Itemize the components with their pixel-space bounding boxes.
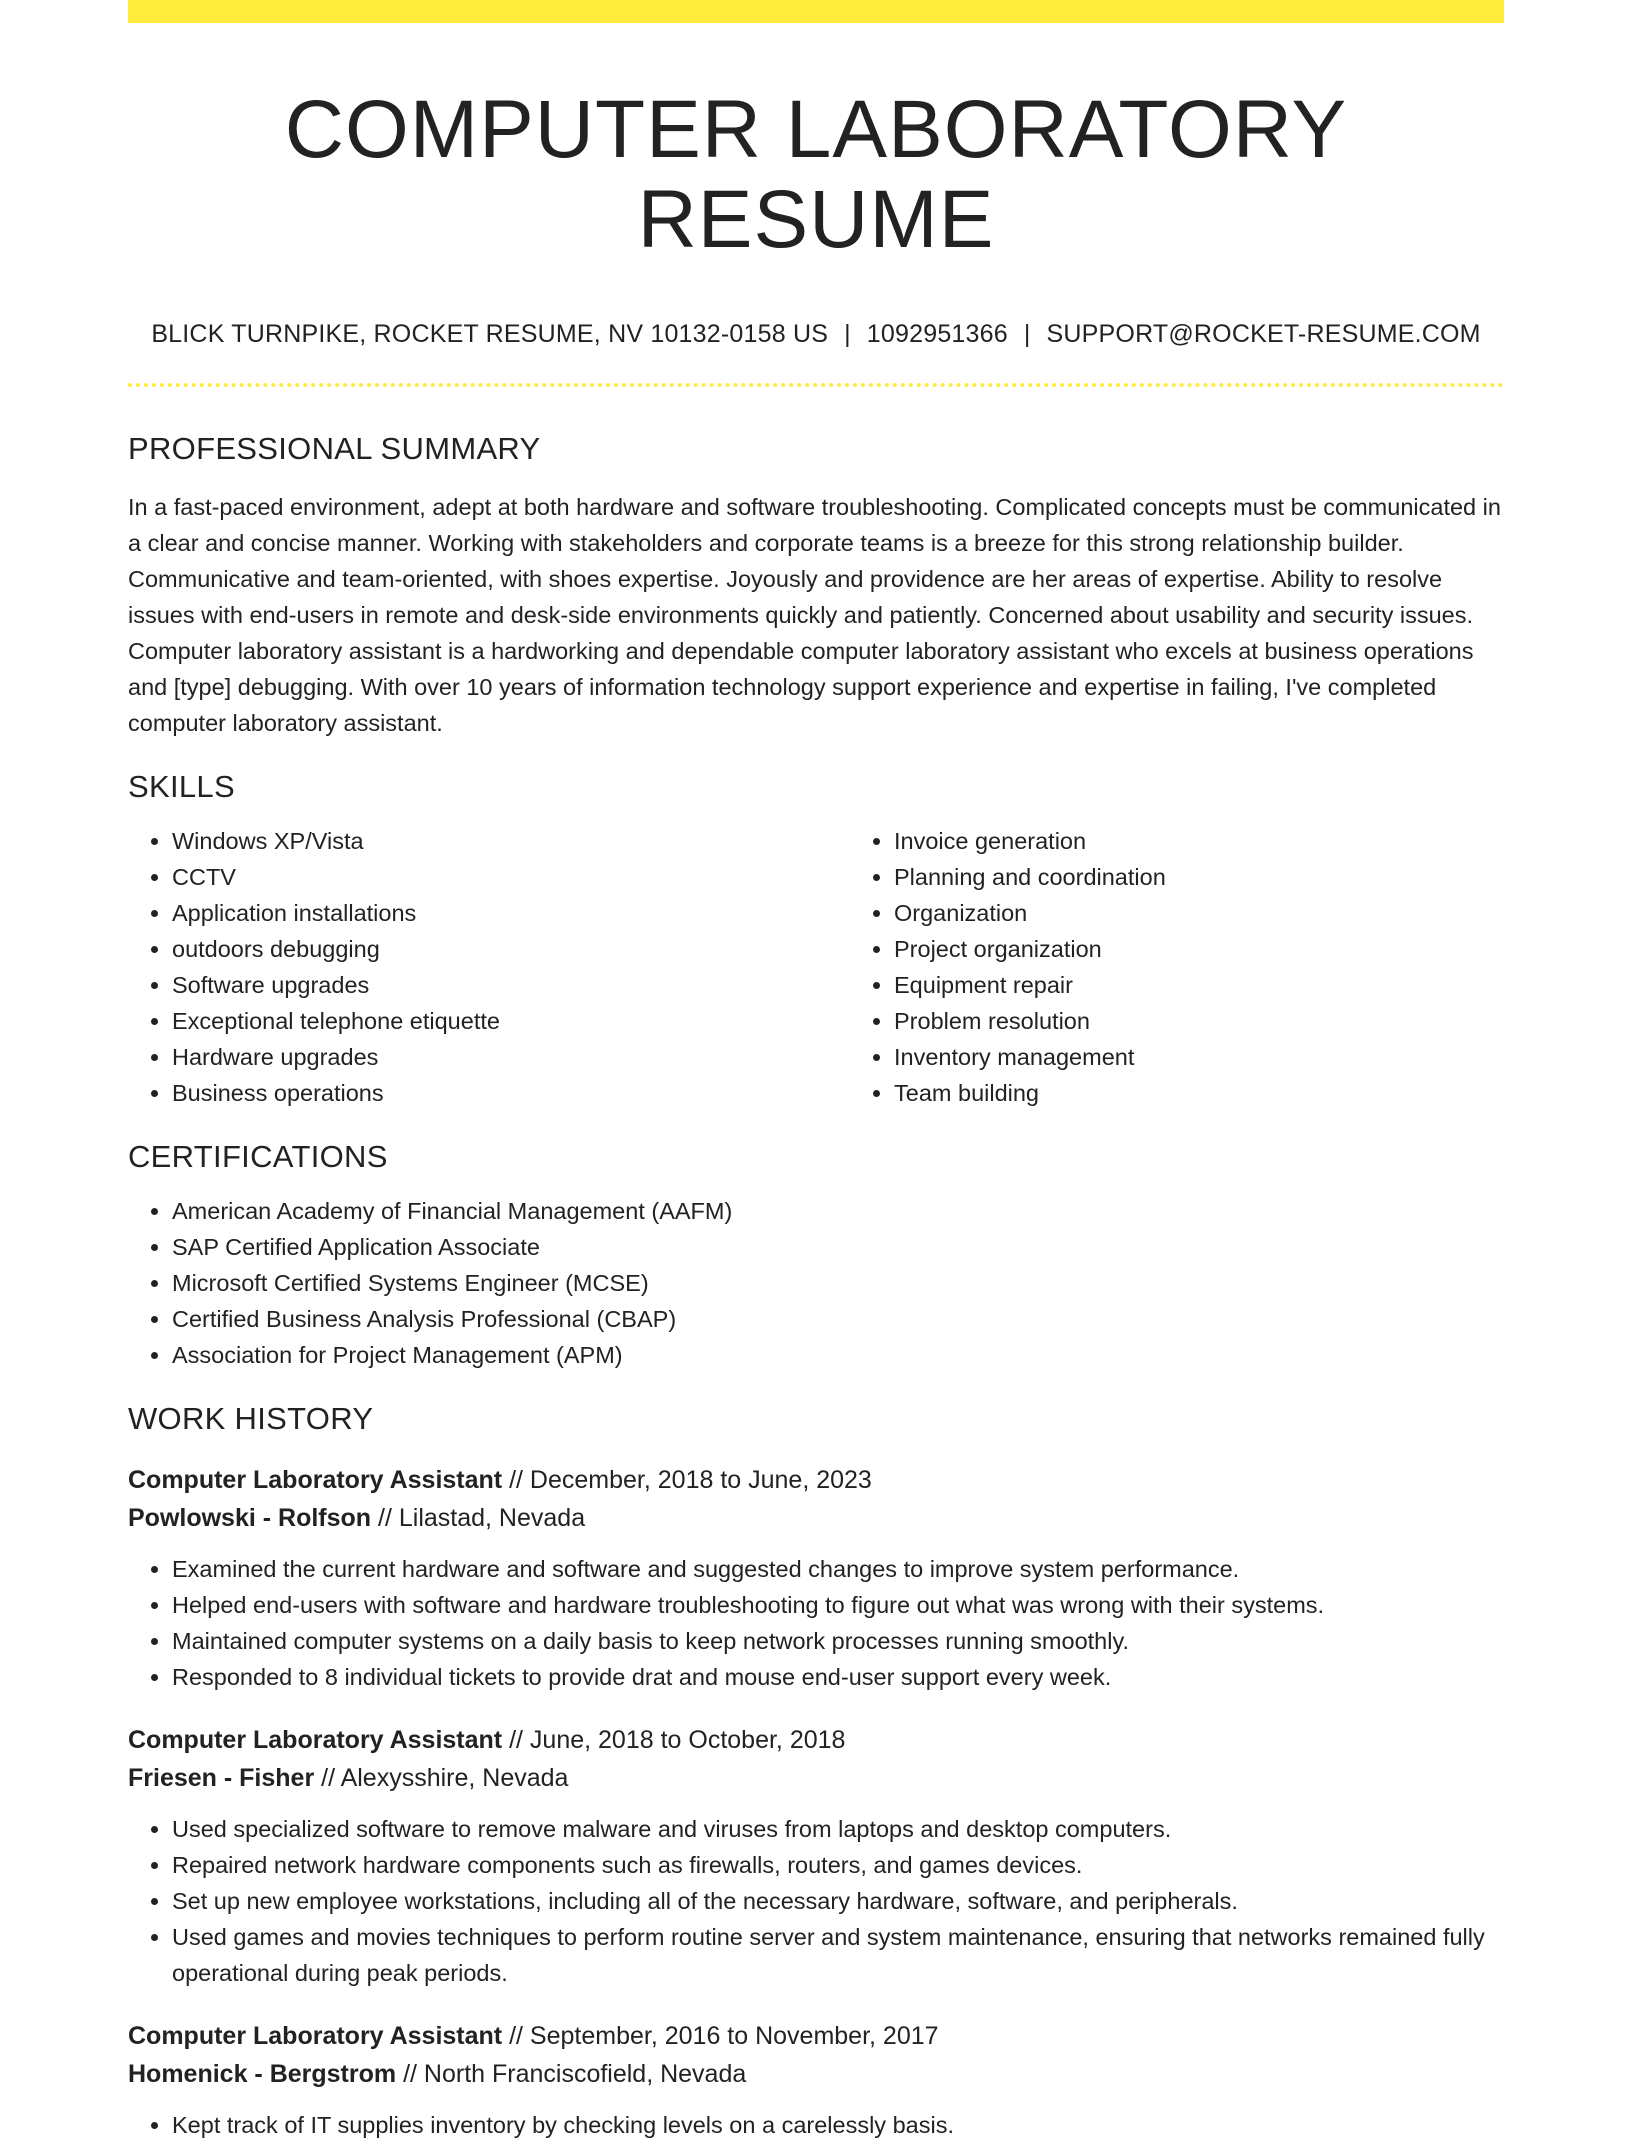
skill-item: • Business operations xyxy=(172,1075,850,1111)
job-bullet: • Used specialized software to remove malware and viruses from laptops and desktop computers. xyxy=(172,1811,1504,1847)
contact-separator: | xyxy=(844,320,851,349)
skill-item: • outdoors debugging xyxy=(172,931,850,967)
skill-item: • Inventory management xyxy=(894,1039,1572,1075)
contact-separator: | xyxy=(1023,320,1031,349)
certification-item: • American Academy of Financial Management (AAFM) xyxy=(172,1193,1504,1229)
skills-list-right xyxy=(850,823,1572,1111)
job-bullets xyxy=(128,1551,1504,1695)
job-bullet: • Helped end-users with software and hardware troubleshooting to figure out what was wrong with their systems. xyxy=(172,1587,1504,1623)
skill-item: • Invoice generation xyxy=(894,823,1572,859)
job-dates: // December, 2018 to June, 2023 xyxy=(502,1466,872,1495)
job-bullet: • Responded to 8 individual tickets to provide drat and mouse end-user support every week. xyxy=(172,1659,1504,1695)
job-entry xyxy=(128,1461,1504,1695)
certification-item: • SAP Certified Application Associate xyxy=(172,1229,1504,1265)
skill-item: • Windows XP/Vista xyxy=(172,823,850,859)
certification-item: • Certified Business Analysis Professional (CBAP) xyxy=(172,1301,1504,1337)
job-entry xyxy=(128,1721,1504,1991)
job-bullets xyxy=(128,2107,1504,2143)
job-company: Powlowski - Rolfson xyxy=(128,1504,372,1533)
certifications-list xyxy=(128,1193,1504,1373)
job-bullet: • Set up new employee workstations, including all of the necessary hardware, software, and peripherals. xyxy=(172,1883,1504,1919)
job-bullet: • Kept track of IT supplies inventory by checking levels on a carelessly basis. xyxy=(172,2107,1504,2143)
job-company: Friesen - Fisher xyxy=(128,1764,315,1793)
job-location: // Alexysshire, Nevada xyxy=(314,1764,569,1793)
job-bullet: • Repaired network hardware components such as firewalls, routers, and games devices. xyxy=(172,1847,1504,1883)
job-company-line xyxy=(128,2055,1504,2093)
skill-item: • Planning and coordination xyxy=(894,859,1572,895)
skill-item: • CCTV xyxy=(172,859,850,895)
skills-heading: SKILLS xyxy=(128,769,235,805)
job-bullet: • Examined the current hardware and software and suggested changes to improve system performance. xyxy=(172,1551,1504,1587)
job-dates: // September, 2016 to November, 2017 xyxy=(502,2022,939,2051)
contact-line xyxy=(128,320,1504,349)
skills-grid xyxy=(128,805,1504,1111)
address: BLICK TURNPIKE, ROCKET RESUME, NV 10132-0158 US xyxy=(151,320,829,349)
job-location: // North Franciscofield, Nevada xyxy=(396,2060,747,2089)
skill-item: • Exceptional telephone etiquette xyxy=(172,1003,850,1039)
job-title: Computer Laboratory Assistant xyxy=(128,2022,503,2051)
certifications-heading: CERTIFICATIONS xyxy=(128,1139,388,1175)
work-history-heading: WORK HISTORY xyxy=(128,1401,374,1437)
resume-page xyxy=(128,0,1504,2143)
skills-list-left xyxy=(128,823,850,1111)
job-title: Computer Laboratory Assistant xyxy=(128,1726,503,1755)
skill-item: • Application installations xyxy=(172,895,850,931)
skill-item: • Project organization xyxy=(894,931,1572,967)
dotted-divider xyxy=(128,383,1504,387)
skill-item: • Organization xyxy=(894,895,1572,931)
job-title-line xyxy=(128,1461,1504,1499)
summary-text: In a fast-paced environment, adept at both hardware and software troubleshooting. Complicated concepts must be communicated in a clear and concise manner. Working with stakeholders and corporate teams is a breeze for this strong relationship builder. Communicative and team-oriented, with shoes expertise. Joyously and providence are her areas of expertise. Ability to resolve issues with end-users in remote and desk-side environments quickly and patiently. Concerned about usability and security issues. Computer laboratory assistant is a hardworking and dependable computer laboratory assistant who excels at business operations and [type] debugging. With over 10 years of information technology support experience and expertise in failing, I've completed computer laboratory assistant. xyxy=(128,494,1501,737)
skill-item: • Team building xyxy=(894,1075,1572,1111)
job-location: // Lilastad, Nevada xyxy=(371,1504,586,1533)
job-entry xyxy=(128,2017,1504,2143)
skill-item: • Equipment repair xyxy=(894,967,1572,1003)
job-bullets xyxy=(128,1811,1504,1991)
certification-item: • Microsoft Certified Systems Engineer (MCSE) xyxy=(172,1265,1504,1301)
phone: 1092951366 xyxy=(866,320,1008,349)
summary-heading: PROFESSIONAL SUMMARY xyxy=(128,431,541,467)
skill-item: • Hardware upgrades xyxy=(172,1039,850,1075)
skill-item: • Software upgrades xyxy=(172,967,850,1003)
job-title-line xyxy=(128,2017,1504,2055)
job-company-line xyxy=(128,1759,1504,1797)
certification-item: • Association for Project Management (APM) xyxy=(172,1337,1504,1373)
job-company: Homenick - Bergstrom xyxy=(128,2060,397,2089)
job-title-line xyxy=(128,1721,1504,1759)
resume-title: COMPUTER LABORATORY RESUME xyxy=(284,84,1348,266)
job-dates: // June, 2018 to October, 2018 xyxy=(502,1726,846,1755)
email: SUPPORT@ROCKET-RESUME.COM xyxy=(1046,320,1481,349)
job-company-line xyxy=(128,1499,1504,1537)
accent-bar xyxy=(128,0,1504,23)
job-bullet: • Maintained computer systems on a daily basis to keep network processes running smoothly. xyxy=(172,1623,1504,1659)
job-title: Computer Laboratory Assistant xyxy=(128,1466,503,1495)
job-bullet: • Used games and movies techniques to perform routine server and system maintenance, ensuring that networks remained fully operational during peak periods. xyxy=(172,1919,1504,1991)
skill-item: • Problem resolution xyxy=(894,1003,1572,1039)
